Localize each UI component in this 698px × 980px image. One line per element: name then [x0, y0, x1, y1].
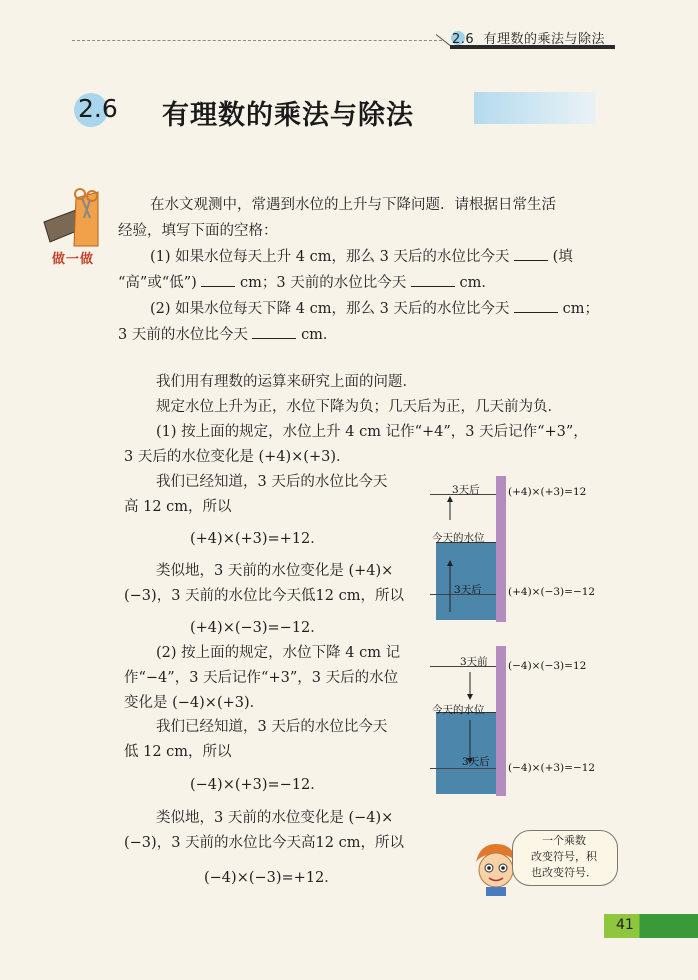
q2-text-c: 3 天前的水位比今天: [118, 327, 248, 343]
body-line-11: 变化是 (−4)×(+3)．: [124, 695, 265, 711]
header-dashed-rule: [72, 40, 442, 41]
answer-blank[interactable]: [411, 272, 455, 287]
intro-line-2: 经验，填写下面的空格：: [118, 223, 278, 239]
body-line-8: (−3)，3 天前的水位比今天低12 cm，所以: [124, 588, 404, 604]
diagram2-bottom-equation: (−4)×(+3)=−12: [508, 762, 596, 774]
body-line-15: (−3)，3 天前的水位比今天高12 cm，所以: [124, 835, 404, 851]
arrow-icon: [464, 668, 476, 788]
q2-text-b: cm；: [562, 301, 599, 317]
answer-blank[interactable]: [514, 298, 558, 313]
water-level-diagram-rise: [430, 476, 630, 628]
q2-text-a: (2) 如果水位每天下降 4 cm，那么 3 天后的水位比今天: [150, 301, 510, 317]
question-2-line-2: [118, 322, 337, 348]
q1-text-c: “高”或“低”): [118, 275, 197, 291]
q2-text-d: cm．: [301, 327, 338, 343]
tip-line-2: 改变符号，积: [531, 850, 597, 863]
body-line-13: 低 12 cm，所以: [124, 744, 232, 760]
body-line-5: 我们已经知道，3 天后的水位比今天: [156, 474, 388, 490]
diagram2-top-equation: (−4)×(−3)=12: [508, 660, 587, 672]
body-line-3: (1) 按上面的规定，水位上升 4 cm 记作“+4”，3 天后记作“+3”，: [156, 424, 588, 440]
body-line-1: 我们用有理数的运算来研究上面的问题．: [156, 374, 417, 390]
activity-label: 做一做: [52, 252, 95, 267]
intro-line-1: 在水文观测中，常遇到水位的上升与下降问题．请根据日常生活: [150, 197, 556, 213]
body-line-14: 类似地，3 天前的水位变化是 (−4)×: [156, 810, 394, 826]
title-decor-band: [474, 92, 596, 124]
level-ruler: [496, 476, 506, 622]
answer-blank[interactable]: [514, 246, 548, 261]
body-line-9: (2) 按上面的规定，水位下降 4 cm 记: [156, 645, 401, 661]
equation-3: (−4)×(+3)=−12．: [190, 777, 325, 793]
diagram2-mid-label: 今天的水位: [432, 704, 485, 716]
question-2-line-1: [150, 296, 599, 322]
q1-text-e: cm．: [459, 275, 496, 291]
water-level-diagram-fall: [430, 646, 630, 798]
level-ruler: [496, 646, 506, 796]
body-line-6: 高 12 cm，所以: [124, 499, 232, 515]
equation-1: (+4)×(+3)=+12．: [190, 531, 325, 547]
diagram1-mid-label: 今天的水位: [432, 532, 485, 544]
equation-4: (−4)×(−3)=+12．: [204, 870, 339, 886]
body-line-4: 3 天后的水位变化是 (+4)×(+3)．: [124, 449, 351, 465]
section-title: 有理数的乘法与除法: [162, 100, 414, 131]
body-line-7: 类似地，3 天前的水位变化是 (+4)×: [156, 563, 394, 579]
running-header: [452, 28, 605, 47]
diagram2-top-label: 3天前: [460, 656, 488, 668]
header-title: 有理数的乘法与除法: [483, 32, 605, 47]
answer-blank[interactable]: [252, 324, 296, 339]
tip-line-3: 也改变符号．: [531, 866, 597, 879]
section-number: 2.6: [78, 94, 118, 123]
q1-text-d: cm；3 天前的水位比今天: [240, 275, 407, 291]
q1-text-a: (1) 如果水位每天上升 4 cm，那么 3 天后的水位比今天: [150, 249, 510, 265]
diagram1-bottom-equation: (+4)×(−3)=−12: [508, 586, 596, 598]
body-line-12: 我们已经知道，3 天后的水位比今天: [156, 719, 388, 735]
q1-text-b: (填: [552, 249, 573, 265]
header-section-number: 2.6: [452, 32, 475, 47]
diagram2-bottom-label: 3天后: [462, 756, 490, 768]
answer-blank[interactable]: [201, 272, 235, 287]
question-1-line-2: [118, 270, 496, 296]
diagram1-top-label: 3天后: [452, 484, 480, 496]
body-line-2: 规定水位上升为正，水位下降为负；几天后为正，几天前为负．: [156, 399, 562, 415]
arrow-icon: [444, 496, 456, 616]
equation-2: (+4)×(−3)=−12．: [190, 620, 325, 636]
diagram1-top-equation: (+4)×(+3)=12: [508, 486, 587, 498]
body-line-10: 作“−4”，3 天后记作“+3”，3 天后的水位: [124, 670, 399, 686]
tip-text: [514, 833, 614, 881]
diagram1-bottom-label: 3天后: [454, 584, 482, 596]
tip-line-1: 一个乘数: [542, 834, 586, 847]
page-number: 41: [616, 917, 634, 933]
question-1-line-1: [150, 244, 573, 270]
